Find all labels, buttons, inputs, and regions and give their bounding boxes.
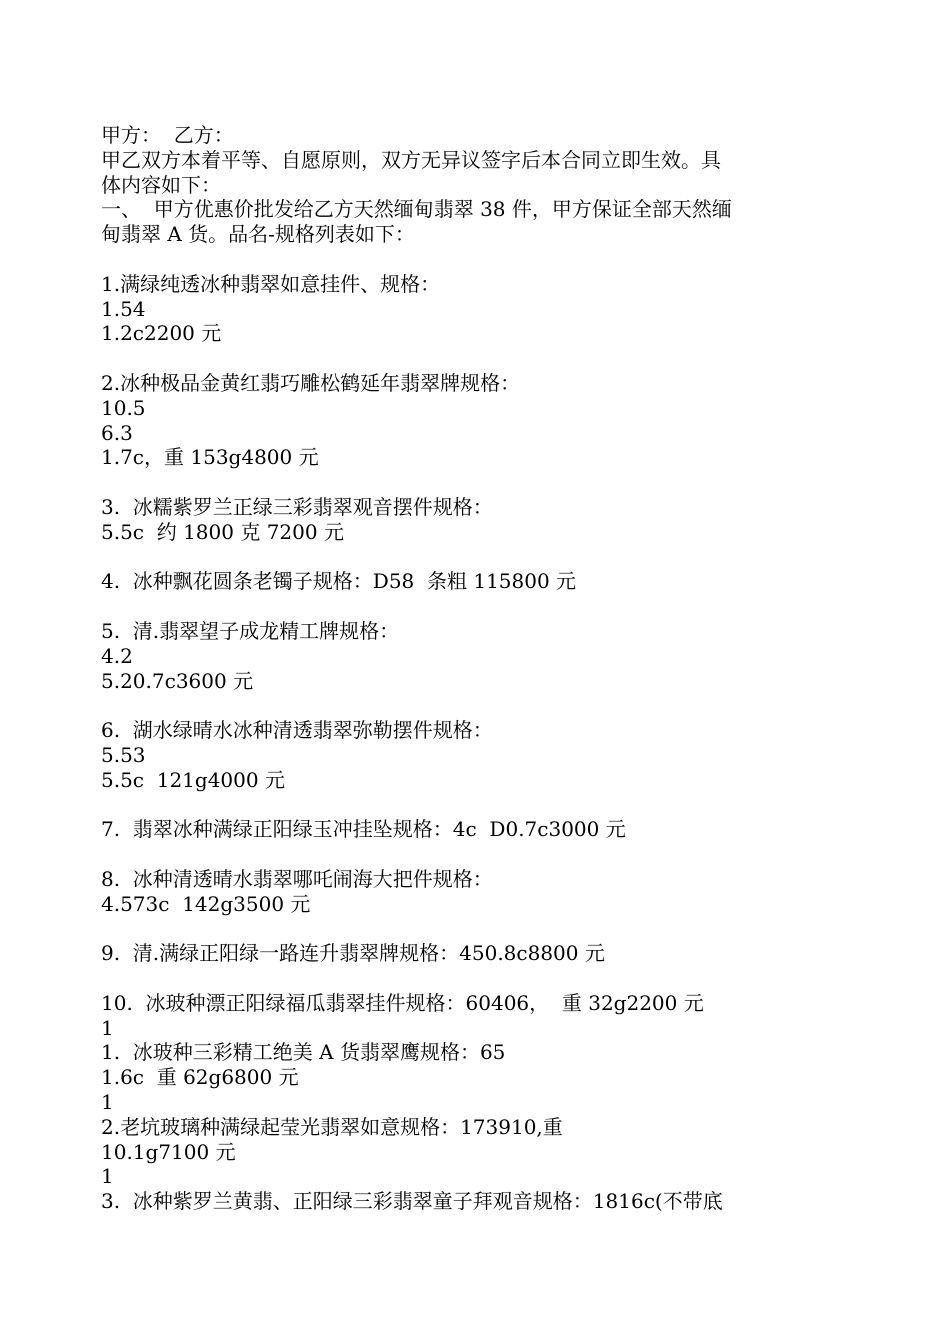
item-8-title: 8. 冰种清透晴水翡翠哪吒闹海大把件规格： bbox=[101, 866, 493, 891]
blank-line bbox=[101, 346, 861, 371]
item-11-price: 1.6c 重 62g6800 元 bbox=[101, 1065, 299, 1090]
item-5-title: 5. 清.翡翠望子成龙精工牌规格： bbox=[101, 618, 400, 643]
item-4-line: 4. 冰种飘花圆条老镯子规格：D58 条粗 115800 元 bbox=[101, 569, 577, 594]
item-1-title: 1.满绿纯透冰种翡翠如意挂件、规格： bbox=[101, 271, 441, 296]
blank-line bbox=[101, 545, 861, 570]
clause-1-line-1: 一、 甲方优惠价批发给乙方天然缅甸翡翠 38 件，甲方保证全部天然缅 bbox=[101, 197, 732, 222]
item-5-price: 5.20.7c3600 元 bbox=[101, 668, 254, 693]
item-12-title: 2.老坑玻璃种满绿起莹光翡翠如意规格：173910,重 bbox=[101, 1114, 563, 1139]
item-6-title: 6. 湖水绿晴水冰种清透翡翠弥勒摆件规格： bbox=[101, 718, 493, 743]
item-11-prefix: 1 bbox=[101, 1015, 114, 1040]
item-13-title: 3. 冰种紫罗兰黄翡、正阳绿三彩翡翠童子拜观音规格：1816c(不带底 bbox=[101, 1189, 723, 1214]
item-12-price: 10.1g7100 元 bbox=[101, 1139, 236, 1164]
item-13-prefix: 1 bbox=[101, 1164, 114, 1189]
item-5-spec: 4.2 bbox=[101, 643, 133, 668]
blank-line bbox=[101, 693, 861, 718]
blank-line bbox=[101, 842, 861, 867]
item-3-price: 5.5c 约 1800 克 7200 元 bbox=[101, 519, 344, 544]
blank-line bbox=[101, 247, 861, 272]
item-6-spec: 5.53 bbox=[101, 742, 146, 767]
item-6-price: 5.5c 121g4000 元 bbox=[101, 767, 285, 792]
item-11-title: 1. 冰玻种三彩精工绝美 A 货翡翠鹰规格：65 bbox=[101, 1040, 506, 1065]
item-2-title: 2.冰种极品金黄红翡巧雕松鹤延年翡翠牌规格： bbox=[101, 370, 521, 395]
item-8-price: 4.573c 142g3500 元 bbox=[101, 891, 311, 916]
contract-text bbox=[101, 123, 861, 1214]
item-7-line: 7. 翡翠冰种满绿正阳绿玉冲挂坠规格：4c D0.7c3000 元 bbox=[101, 817, 626, 842]
item-2-price: 1.7c，重 153g4800 元 bbox=[101, 445, 319, 470]
blank-line bbox=[101, 917, 861, 942]
item-2-spec-1: 10.5 bbox=[101, 395, 146, 420]
blank-line bbox=[101, 594, 861, 619]
party-header: 甲方： 乙方： bbox=[101, 123, 234, 147]
intro-line-1: 甲乙双方本着平等、自愿原则，双方无异议签字后本合同立即生效。具 bbox=[101, 147, 721, 172]
item-12-prefix: 1 bbox=[101, 1090, 114, 1115]
blank-line bbox=[101, 966, 861, 991]
intro-line-2: 体内容如下： bbox=[101, 172, 221, 197]
blank-line bbox=[101, 470, 861, 495]
item-9-line: 9. 清.满绿正阳绿一路连升翡翠牌规格：450.8c8800 元 bbox=[101, 941, 605, 966]
clause-1-line-2: 甸翡翠 A 货。品名-规格列表如下： bbox=[101, 222, 415, 247]
item-1-spec: 1.54 bbox=[101, 296, 146, 321]
item-3-title: 3. 冰糯紫罗兰正绿三彩翡翠观音摆件规格： bbox=[101, 494, 493, 519]
item-2-spec-2: 6.3 bbox=[101, 420, 133, 445]
item-1-price: 1.2c2200 元 bbox=[101, 321, 222, 346]
blank-line bbox=[101, 793, 861, 818]
item-10-line: 10. 冰玻种漂正阳绿福瓜翡翠挂件规格：60406， 重 32g2200 元 bbox=[101, 990, 704, 1015]
